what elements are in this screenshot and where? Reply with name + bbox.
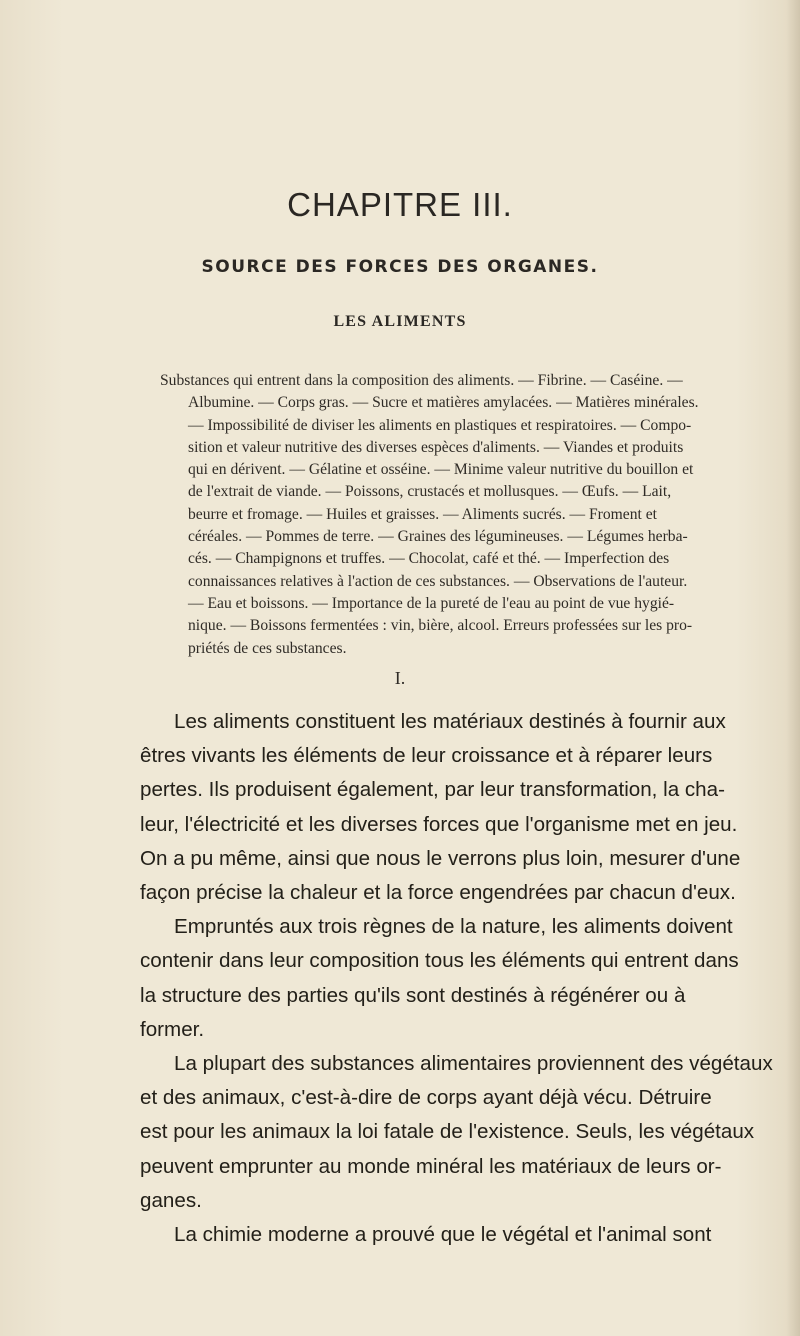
body-line: former. (140, 1017, 205, 1041)
body-line: pertes. Ils produisent également, par leur transformation, la cha- (140, 778, 725, 802)
body-line: La plupart des substances alimentaires proviennent des végétaux (174, 1052, 773, 1076)
body-line: Les aliments constituent les matériaux destinés à fournir aux (174, 710, 726, 733)
summary-line: céréales. — Pommes de terre. — Graines des légumineuses. — Légumes herba- (188, 528, 688, 546)
body-line: On a pu même, ainsi que nous le verrons plus loin, mesurer d'une (140, 846, 741, 870)
section-subheading: LES ALIMENTS (333, 313, 467, 330)
summary-line: beurre et fromage. — Huiles et graisses. — Aliments sucrés. — Froment et (188, 505, 657, 523)
body-line: Empruntés aux trois règnes de la nature, les aliments doivent (174, 915, 733, 939)
body-paragraphs (140, 705, 773, 1252)
summary-line: connaissances relatives à l'action de ces substances. — Observations de l'auteur. (188, 572, 688, 590)
summary-line: — Impossibilité de diviser les aliments en plastiques et respiratoires. — Compo- (188, 416, 692, 434)
summary-line: cés. — Champignons et truffes. — Chocolat, café et thé. — Imperfection des (188, 550, 670, 568)
body-line: ganes. (140, 1188, 202, 1212)
body-line: est pour les animaux la loi fatale de l'existence. Seuls, les végétaux (140, 1120, 755, 1144)
section-heading: SOURCE DES FORCES DES ORGANES. (201, 257, 599, 277)
body-line: êtres vivants les éléments de leur croissance et à réparer leurs (140, 744, 713, 768)
chapter-summary (160, 370, 780, 660)
body-line: et des animaux, c'est-à-dire de corps ayant déjà vécu. Détruire (140, 1086, 712, 1110)
summary-line: sition et valeur nutritive des diverses espèces d'aliments. — Viandes et produits (188, 438, 684, 456)
summary-line: nique. — Boissons fermentées : vin, bière, alcool. Erreurs professées sur les pro- (188, 617, 693, 635)
summary-line: priétés de ces substances. (188, 639, 347, 657)
body-line: façon précise la chaleur et la force engendrées par chacun d'eux. (140, 881, 736, 905)
summary-line: de l'extrait de viande. — Poissons, crustacés et mollusques. — Œufs. — Lait, (188, 483, 672, 501)
body-line: la structure des parties qu'ils sont destinés à régénérer ou à (140, 983, 686, 1007)
section-number: I. (394, 668, 406, 688)
body-line: peuvent emprunter au monde minéral les matériaux de leurs or- (140, 1154, 722, 1178)
body-line: La chimie moderne a prouvé que le végétal et l'animal sont (174, 1223, 712, 1247)
body-line: leur, l'électricité et les diverses forces que l'organisme met en jeu. (140, 812, 738, 836)
summary-line: — Eau et boissons. — Importance de la pureté de l'eau au point de vue hygié- (188, 594, 675, 612)
body-line: contenir dans leur composition tous les éléments qui entrent dans (140, 949, 739, 973)
summary-line: qui en dérivent. — Gélatine et osséine. — Minime valeur nutritive du bouillon et (188, 461, 694, 479)
chapter-title: CHAPITRE III. (287, 186, 513, 223)
summary-line: Albumine. — Corps gras. — Sucre et matières amylacées. — Matières minérales. (188, 394, 699, 412)
summary-line: Substances qui entrent dans la composition des aliments. — Fibrine. — Caséine. — (160, 372, 683, 389)
